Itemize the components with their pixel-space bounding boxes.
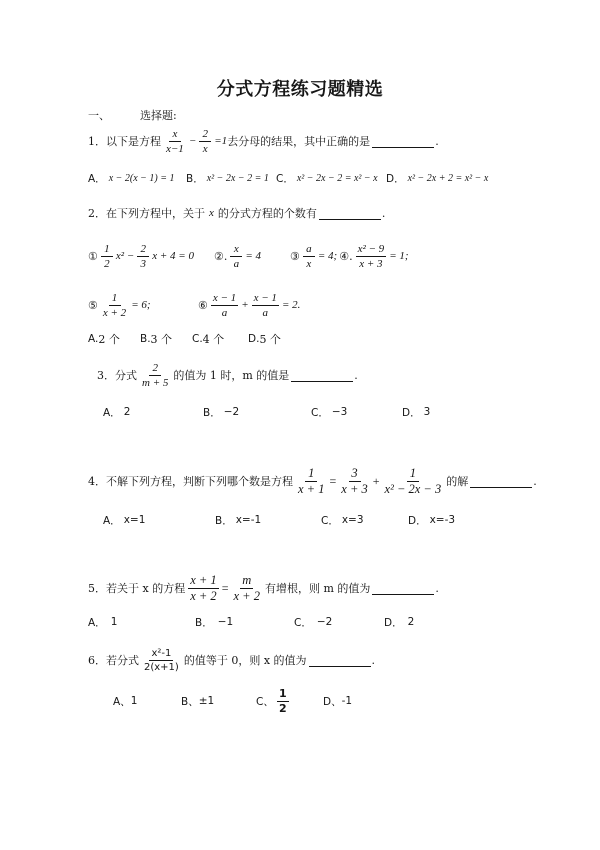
question-6-stem: [88, 646, 375, 674]
fraction-numerator: x + 1: [190, 572, 217, 587]
option-d: [323, 687, 352, 715]
option-text: x² − 2x + 2 = x² − x: [407, 172, 489, 184]
option-label: C、: [256, 695, 274, 708]
fraction-numerator: a: [303, 243, 315, 257]
option-label: D、: [323, 695, 342, 708]
fraction-denominator: x + 2: [102, 306, 127, 319]
fraction-numerator: x: [230, 243, 242, 257]
option-text: ±1: [198, 695, 215, 707]
page-title: 分式方程练习题精选: [216, 79, 384, 100]
fraction: [142, 648, 181, 673]
stem-end: .: [435, 134, 439, 148]
fraction-denominator: 3: [140, 257, 146, 270]
question-number: 4．: [88, 475, 106, 488]
fraction-denominator: x + 3: [341, 481, 368, 496]
fraction-denominator: x + 1: [298, 481, 325, 496]
fraction-denominator: x + 2: [190, 588, 217, 603]
option-text: −1: [217, 616, 234, 628]
option-label: A．: [88, 616, 106, 629]
fraction: [252, 292, 279, 319]
option-label: C．: [294, 616, 312, 629]
stem-end: .: [354, 368, 358, 382]
operator: −: [188, 135, 197, 147]
option-b: [186, 164, 269, 192]
question-number: 2．: [88, 207, 106, 220]
fraction-numerator: 2: [199, 128, 211, 142]
stem-text: 的解: [446, 475, 469, 488]
fraction-denominator: a: [262, 306, 269, 319]
option-label: D．: [408, 514, 427, 527]
option-text: x² − 2x − 2 = 1: [206, 172, 269, 184]
option-b: [140, 325, 172, 353]
stem-end: .: [371, 653, 376, 667]
option-d: [384, 608, 414, 636]
equation-1: [88, 242, 194, 270]
option-text: x=-1: [235, 514, 262, 526]
option-text: x=-3: [429, 514, 456, 526]
option-label: C．: [321, 514, 339, 527]
option-text: -1: [341, 695, 353, 707]
equation-mark: ③: [290, 249, 300, 263]
option-label: B、: [181, 695, 199, 708]
equation-text: x + 4 = 0: [152, 250, 194, 262]
fraction-denominator: a: [233, 257, 240, 270]
option-a: [103, 398, 130, 426]
operator: +: [241, 299, 249, 311]
stem-end: .: [381, 206, 386, 220]
option-b: [181, 687, 214, 715]
fraction: [356, 243, 387, 270]
option-d: [408, 506, 455, 534]
fraction-denominator: x−1: [166, 142, 184, 155]
stem-text: 的分式方程的个数有: [217, 207, 317, 220]
operator: =: [221, 580, 229, 595]
option-text: x=1: [123, 514, 146, 526]
option-label: C.: [192, 333, 203, 345]
question-number: 1．: [88, 135, 106, 148]
fraction-numerator: x − 1: [253, 291, 277, 304]
option-d: [402, 398, 430, 426]
fraction-numerator: 3: [349, 467, 361, 482]
option-text: 1: [110, 616, 118, 628]
equation-5: [88, 291, 151, 319]
option-text: 4 个: [202, 333, 225, 346]
fraction-numerator: 1: [109, 292, 121, 306]
fraction-denominator: x: [306, 257, 312, 270]
fraction: [231, 574, 261, 603]
fraction-numerator: 2: [137, 243, 149, 257]
equation-mark: ⑥: [198, 298, 208, 312]
option-label: A．: [103, 514, 121, 527]
option-label: A、: [113, 695, 131, 708]
stem-text: 不解下列方程，判断下列哪个数是方程: [106, 475, 293, 488]
stem-text: 分式: [115, 369, 137, 382]
fraction: [101, 243, 113, 270]
option-label: D．: [386, 172, 405, 185]
fraction-denominator: x + 3: [359, 257, 383, 270]
fraction-denominator: 2(x+1): [144, 661, 179, 673]
option-label: D.: [248, 333, 260, 345]
option-label: C．: [311, 406, 329, 419]
equation-text: = 1;: [389, 250, 409, 262]
option-a: [113, 687, 137, 715]
stem-text: 以下是方程: [106, 135, 161, 148]
question-1-stem: [88, 127, 439, 155]
fraction: [277, 688, 289, 715]
option-c: [276, 164, 378, 192]
answer-blank: [309, 654, 371, 667]
question-2-stem: [88, 199, 385, 227]
option-label: A．: [88, 172, 106, 185]
option-text: 2: [123, 406, 131, 418]
fraction-denominator: a: [221, 306, 228, 319]
answer-blank: [372, 582, 434, 595]
fraction-numerator: 2: [149, 362, 161, 376]
fraction: [296, 467, 326, 496]
fraction-numerator: m: [242, 572, 252, 587]
question-4-stem: [88, 467, 537, 495]
fraction-numerator: 1: [277, 688, 289, 702]
option-text: 3 个: [150, 333, 173, 346]
stem-text: 在下列方程中，关于: [106, 207, 205, 220]
fraction: [383, 467, 444, 496]
fraction-numerator: x²-1: [151, 647, 172, 659]
option-text: 2 个: [98, 333, 120, 346]
question-number: 3．: [97, 369, 115, 382]
option-text: 1: [130, 695, 138, 707]
option-a: [103, 506, 145, 534]
option-c: [294, 608, 332, 636]
section-heading: [88, 101, 177, 129]
answer-blank: [291, 369, 353, 382]
stem-text: 去分母的结果，其中正确的是: [227, 135, 371, 148]
stem-text: 的值等于 0，则 x 的值为: [183, 654, 307, 667]
option-text: x=3: [341, 514, 364, 526]
equation-3-and-4: [290, 242, 409, 270]
equation-mark: ④.: [339, 249, 353, 263]
fraction: [211, 292, 238, 319]
equation-rhs: =1: [214, 135, 228, 147]
option-b: [203, 398, 239, 426]
operator: =: [329, 473, 337, 488]
option-text: 5 个: [259, 333, 281, 346]
option-label: D．: [402, 406, 421, 419]
stem-end: .: [533, 474, 537, 488]
fraction-denominator: x² − 2x − 3: [384, 481, 442, 496]
option-label: B．: [186, 172, 204, 185]
fraction-numerator: 1: [101, 243, 113, 257]
answer-blank: [319, 207, 381, 220]
option-text: x² − 2x − 2 = x² − x: [296, 172, 378, 184]
fraction: [339, 467, 369, 496]
operator: +: [372, 473, 380, 488]
option-c: [311, 398, 347, 426]
answer-blank: [372, 135, 434, 148]
equation-mark: ②.: [214, 249, 228, 263]
section-label: 选择题:: [140, 109, 177, 122]
stem-end: .: [435, 581, 439, 595]
answer-blank: [470, 475, 532, 488]
fraction-denominator: x + 2: [233, 588, 260, 603]
fraction-denominator: 2: [104, 257, 110, 270]
variable: x: [209, 207, 214, 219]
equation-text: x² −: [115, 250, 135, 262]
option-c: [192, 325, 224, 353]
option-label: B.: [140, 333, 151, 345]
option-text: −3: [331, 406, 348, 418]
fraction-denominator: m + 5: [142, 376, 169, 389]
section-number: 一、: [88, 109, 110, 122]
equation-text: = 2.: [281, 299, 301, 311]
option-label: A．: [103, 406, 121, 419]
option-text: −2: [316, 616, 333, 628]
option-d: [386, 164, 488, 192]
fraction: [140, 362, 170, 389]
equation-6: [198, 291, 300, 319]
fraction-denominator: 2: [279, 701, 287, 715]
question-number: 6．: [88, 654, 106, 667]
fraction: [101, 292, 128, 319]
fraction-numerator: x − 1: [212, 291, 237, 304]
option-b: [215, 506, 261, 534]
fraction: [137, 243, 149, 270]
fraction: [199, 128, 211, 155]
equation-text: = 4: [245, 250, 262, 262]
fraction-denominator: x: [202, 142, 208, 155]
option-a: [88, 608, 117, 636]
option-c: [256, 687, 292, 715]
stem-text: 若关于 x 的方程: [106, 582, 186, 595]
option-a: [88, 325, 120, 353]
option-b: [195, 608, 233, 636]
stem-text: 有增根，则 m 的值为: [264, 582, 371, 595]
option-d: [248, 325, 281, 353]
option-text: −2: [223, 406, 240, 418]
option-label: D．: [384, 616, 403, 629]
fraction-numerator: x: [169, 128, 181, 142]
fraction: [303, 243, 315, 270]
option-text: 2: [407, 616, 415, 628]
stem-text: 若分式: [106, 654, 139, 667]
fraction: [230, 243, 242, 270]
question-3-stem: [97, 361, 358, 389]
equation-text: = 6;: [131, 299, 151, 311]
question-5-stem: [88, 574, 439, 602]
equation-2: [214, 242, 261, 270]
fraction-numerator: 1: [407, 467, 419, 482]
option-a: [88, 164, 174, 192]
fraction-numerator: 1: [305, 467, 317, 482]
option-text: x − 2(x − 1) = 1: [108, 172, 175, 184]
option-label: B．: [203, 406, 221, 419]
option-label: B．: [215, 514, 233, 527]
stem-text: 的值为 1 时，m 的值是: [173, 369, 290, 382]
question-number: 5．: [88, 582, 106, 595]
option-c: [321, 506, 364, 534]
fraction: [164, 128, 186, 155]
option-label: B．: [195, 616, 213, 629]
fraction-numerator: x² − 9: [357, 242, 385, 255]
option-label: C．: [276, 172, 294, 185]
fraction: [188, 574, 218, 603]
equation-mark: ⑤: [88, 298, 98, 312]
option-label: A.: [88, 333, 99, 345]
equation-mark: ①: [88, 249, 98, 263]
equation-text: = 4;: [317, 250, 338, 262]
option-text: 3: [423, 406, 431, 418]
